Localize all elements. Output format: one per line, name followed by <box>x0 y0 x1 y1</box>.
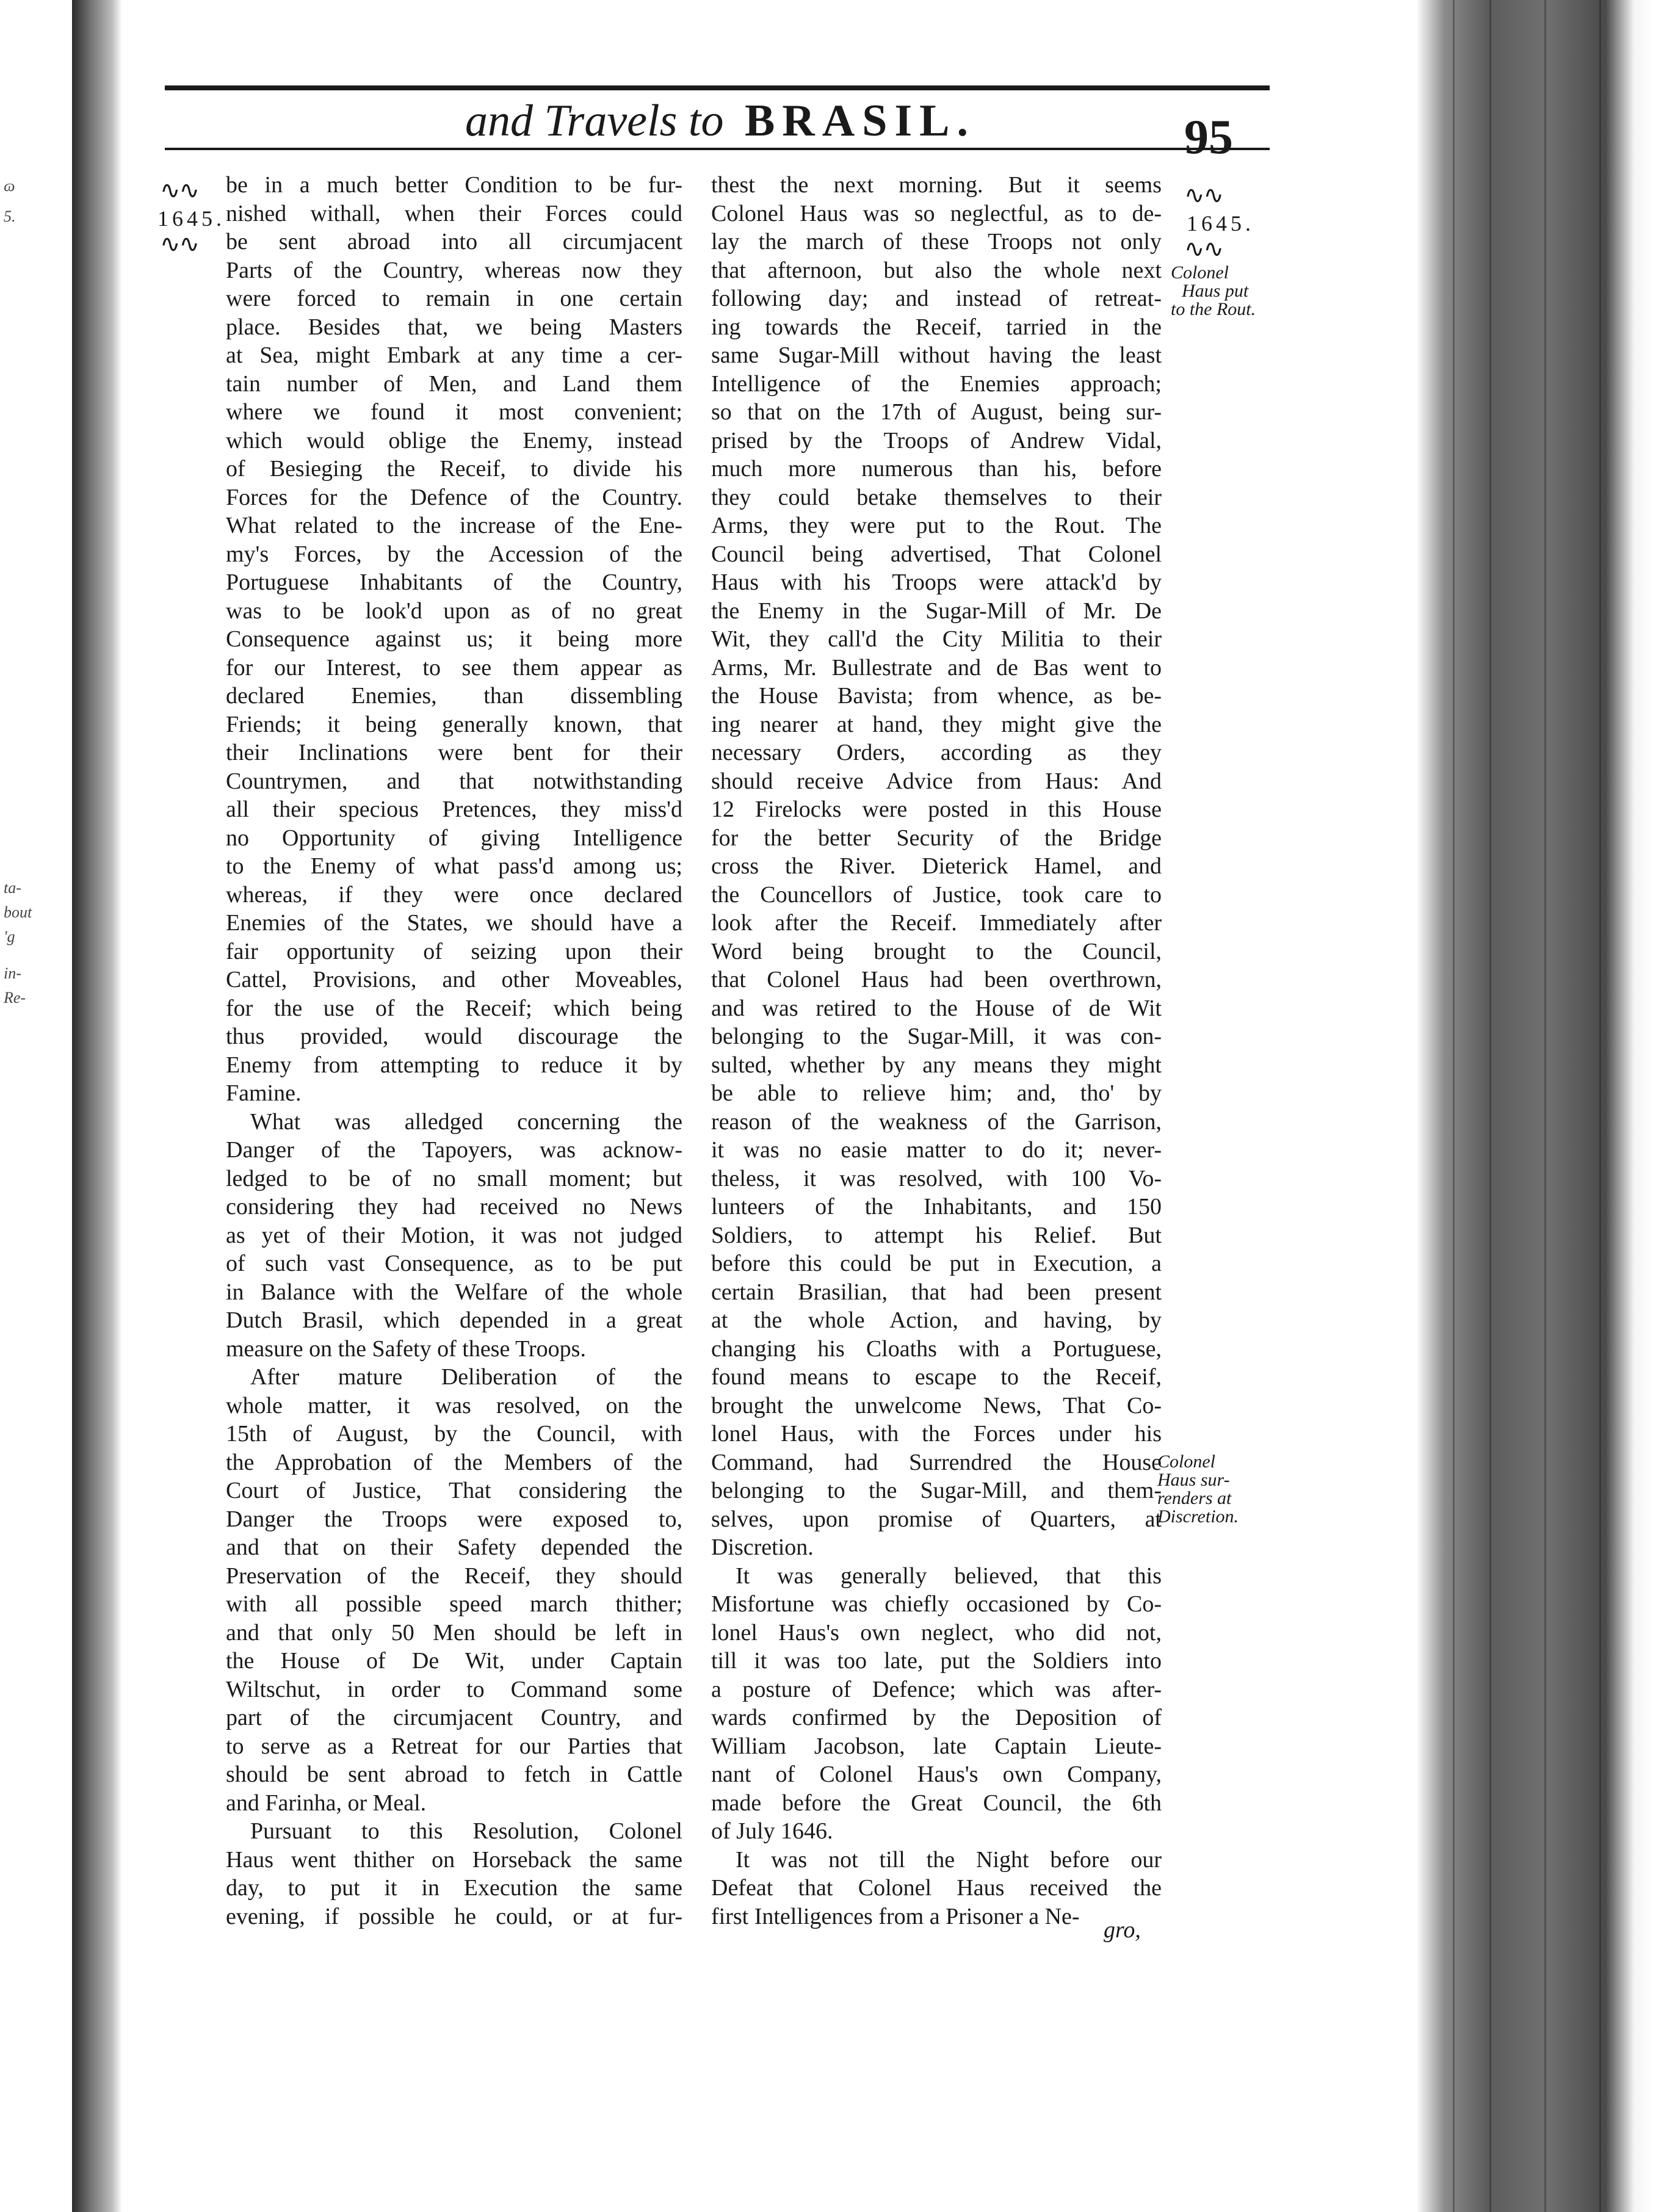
right-text-column <box>711 171 1162 1931</box>
text-line: same Sugar-Mill without having the least <box>711 342 1162 368</box>
text-line: lonel Haus, with the Forces under his <box>711 1421 1162 1447</box>
running-head-caps: BRASIL. <box>744 96 976 146</box>
text-line: changing his Cloaths with a Portuguese, <box>711 1336 1162 1362</box>
text-line: tain number of Men, and Land them <box>226 370 682 397</box>
page-edge-line <box>1599 0 1601 2212</box>
text-line: made before the Great Council, the 6th <box>711 1790 1162 1816</box>
text-line: which would oblige the Enemy, instead <box>226 427 682 454</box>
text-line: Forces for the Defence of the Country. <box>226 484 682 510</box>
text-line: at the whole Action, and having, by <box>711 1307 1162 1333</box>
page-edge-line <box>1489 0 1491 2212</box>
header-rule-top <box>165 85 1270 90</box>
text-line: selves, upon promise of Quarters, at <box>711 1506 1162 1532</box>
text-line: as yet of their Motion, it was not judged <box>226 1222 682 1248</box>
text-line: were forced to remain in one certain <box>226 286 682 311</box>
text-line: nant of Colonel Haus's own Company, <box>711 1762 1162 1787</box>
text-line: where we found it most convenient; <box>226 399 682 425</box>
text-line: Intelligence of the Enemies approach; <box>711 370 1162 397</box>
text-line: part of the circumjacent Country, and <box>226 1705 682 1730</box>
left-page-fragment: bout <box>4 903 32 921</box>
text-line: certain Brasilian, that had been present <box>711 1279 1162 1305</box>
text-line: ing nearer at hand, they might give the <box>711 711 1162 737</box>
text-line: declared Enemies, than dissembling <box>226 683 682 709</box>
text-line: first Intelligences from a Prisoner a Ne- <box>711 1903 1080 1929</box>
text-line: the Enemy in the Sugar-Mill of Mr. De <box>711 598 1162 624</box>
left-page-swash: ɷ <box>4 177 15 195</box>
running-head <box>421 90 1019 151</box>
left-text-column <box>226 171 682 1931</box>
left-page-edge <box>0 0 74 2212</box>
text-line: thest the next morning. But it seems <box>711 172 1162 198</box>
text-line: be sent abroad into all circumjacent <box>226 229 682 255</box>
text-line: Haus with his Troops were attack'd by <box>711 569 1162 595</box>
text-line: Command, had Surrendred the House <box>711 1449 1162 1475</box>
text-line: nished withall, when their Forces could <box>226 200 682 226</box>
text-line: reason of the weakness of the Garrison, <box>711 1108 1162 1135</box>
text-line: Wit, they call'd the City Militia to their <box>711 626 1162 652</box>
text-line: to serve as a Retreat for our Parties that <box>226 1733 682 1759</box>
text-line: should be sent abroad to fetch in Cattle <box>226 1762 682 1787</box>
text-line: Colonel Haus was so neglectful, as to de- <box>711 200 1162 226</box>
text-line: Council being advertised, That Colonel <box>711 541 1162 567</box>
text-line: What related to the increase of the Ene- <box>226 513 682 538</box>
text-line: and that only 50 Men should be left in <box>226 1619 682 1646</box>
text-line: theless, it was resolved, with 100 Vo- <box>711 1165 1162 1191</box>
text-line: thus provided, would discourage the <box>226 1024 682 1049</box>
header-rule-bottom <box>165 148 1270 150</box>
page-edge-stack <box>1416 0 1653 2212</box>
text-line: the House Bavista; from whence, as be- <box>711 683 1162 709</box>
margin-note-line: to the Rout. <box>1171 299 1256 319</box>
text-line: fair opportunity of seizing upon their <box>226 938 682 964</box>
text-line: belonging to the Sugar-Mill, and them- <box>711 1478 1162 1503</box>
text-line: prised by the Troops of Andrew Vidal, <box>711 427 1162 454</box>
text-line: Consequence against us; it being more <box>226 626 682 652</box>
text-line: following day; and instead of retreat- <box>711 286 1162 311</box>
margin-swash-bottom-right: ∿∿ <box>1184 235 1223 262</box>
text-line: much more numerous than his, before <box>711 456 1162 482</box>
text-line: evening, if possible he could, or at fur- <box>226 1903 682 1929</box>
text-line: What was alledged concerning the <box>250 1108 682 1135</box>
text-line: William Jacobson, late Captain Lieute- <box>711 1733 1162 1759</box>
text-line: day, to put it in Execution the same <box>226 1875 682 1901</box>
text-line: lay the march of these Troops not only <box>711 229 1162 255</box>
text-line: with all possible speed march thither; <box>226 1591 682 1617</box>
text-line: sulted, whether by any means they might <box>711 1052 1162 1078</box>
catchword: gro, <box>1104 1917 1141 1943</box>
text-line: it was no easie matter to do it; never- <box>711 1137 1162 1163</box>
margin-note-line: Colonel <box>1171 262 1229 283</box>
text-line: for the use of the Receif; which being <box>226 995 682 1021</box>
text-line: till it was too late, put the Soldiers into <box>711 1648 1162 1674</box>
text-line: that afternoon, but also the whole next <box>711 257 1162 283</box>
text-line: It was not till the Night before our <box>736 1846 1162 1873</box>
text-line: look after the Receif. Immediately after <box>711 910 1162 936</box>
running-head-italic: and Travels to <box>465 96 724 146</box>
text-line: the House of De Wit, under Captain <box>226 1648 682 1674</box>
text-line: my's Forces, by the Accession of the <box>226 541 682 567</box>
text-line: Haus went thither on Horseback the same <box>226 1846 682 1873</box>
text-line: whereas, if they were once declared <box>226 881 682 908</box>
text-line: ledged to be of no small moment; but <box>226 1165 682 1191</box>
text-line: After mature Deliberation of the <box>250 1364 682 1390</box>
text-line: so that on the 17th of August, being sur- <box>711 399 1162 425</box>
text-line: for our Interest, to see them appear as <box>226 654 682 681</box>
text-line: Arms, they were put to the Rout. The <box>711 513 1162 538</box>
text-line: belonging to the Sugar-Mill, it was con- <box>711 1024 1162 1049</box>
text-line: in Balance with the Welfare of the whole <box>226 1279 682 1305</box>
text-line: 15th of August, by the Council, with <box>226 1421 682 1447</box>
margin-swash-top-right: ∿∿ <box>1184 181 1223 209</box>
margin-year-left: 1645. <box>157 206 225 231</box>
text-line: no Opportunity of giving Intelligence <box>226 825 682 851</box>
text-line: a posture of Defence; which was after- <box>711 1676 1162 1702</box>
text-line: Friends; it being generally known, that <box>226 711 682 737</box>
text-line: Enemy from attempting to reduce it by <box>226 1052 682 1078</box>
text-line: for the better Security of the Bridge <box>711 825 1162 851</box>
text-line: was to be look'd upon as of no great <box>226 598 682 624</box>
text-line: Portuguese Inhabitants of the Country, <box>226 569 682 595</box>
left-page-swash: 5. <box>4 208 16 225</box>
text-line: place. Besides that, we being Masters <box>226 314 682 340</box>
text-line: that Colonel Haus had been overthrown, <box>711 967 1162 992</box>
text-line: of July 1646. <box>711 1818 833 1844</box>
text-line: measure on the Safety of these Troops. <box>226 1336 586 1362</box>
text-line: Countrymen, and that notwithstanding <box>226 768 682 794</box>
text-line: wards confirmed by the Deposition of <box>711 1705 1162 1730</box>
text-line: It was generally believed, that this <box>736 1563 1162 1589</box>
text-line: Famine. <box>226 1080 302 1106</box>
text-line: 12 Firelocks were posted in this House <box>711 797 1162 822</box>
text-line: before this could be put in Execution, a <box>711 1251 1162 1276</box>
page-number: 95 <box>1184 110 1233 164</box>
text-line: Dutch Brasil, which depended in a great <box>226 1307 682 1333</box>
margin-note-surrenders <box>1157 1453 1239 1526</box>
text-line: Defeat that Colonel Haus received the <box>711 1875 1162 1901</box>
text-line: they could betake themselves to their <box>711 484 1162 510</box>
text-line: Word being brought to the Council, <box>711 938 1162 964</box>
text-line: found means to escape to the Receif, <box>711 1364 1162 1390</box>
text-line: of such vast Consequence, as to be put <box>226 1251 682 1276</box>
text-line: Discretion. <box>711 1534 814 1560</box>
text-line: all their specious Pretences, they miss'd <box>226 797 682 822</box>
text-line: whole matter, it was resolved, on the <box>226 1392 682 1419</box>
text-line: Arms, Mr. Bullestrate and de Bas went to <box>711 654 1162 681</box>
margin-swash-bottom-left: ∿∿ <box>160 230 199 258</box>
text-line: of Besieging the Receif, to divide his <box>226 456 682 482</box>
text-line: Court of Justice, That considering the <box>226 1478 682 1503</box>
text-line: lunteers of the Inhabitants, and 150 <box>711 1194 1162 1220</box>
text-line: lonel Haus's own neglect, who did not, <box>711 1619 1162 1646</box>
text-line: Wiltschut, in order to Command some <box>226 1676 682 1702</box>
margin-note-put-to-rout <box>1171 264 1256 319</box>
text-line: Pursuant to this Resolution, Colonel <box>250 1818 682 1844</box>
text-line: Danger the Troops were exposed to, <box>226 1506 682 1532</box>
text-line: be in a much better Condition to be fur- <box>226 172 682 198</box>
left-page-fragment: 'g <box>4 928 15 945</box>
margin-year-right: 1645. <box>1187 211 1254 236</box>
text-line: cross the River. Dieterick Hamel, and <box>711 853 1162 879</box>
text-line: Enemies of the States, we should have a <box>226 910 682 936</box>
text-line: necessary Orders, according as they <box>711 740 1162 765</box>
text-line: Soldiers, to attempt his Relief. But <box>711 1222 1162 1248</box>
text-line: brought the unwelcome News, That Co- <box>711 1392 1162 1419</box>
text-line: ing towards the Receif, tarried in the <box>711 314 1162 340</box>
book-gutter <box>72 0 122 2212</box>
margin-note-line: Colonel <box>1157 1451 1215 1472</box>
text-line: the Councellors of Justice, took care to <box>711 881 1162 908</box>
text-line: Preservation of the Receif, they should <box>226 1563 682 1589</box>
margin-note-line: Haus sur- <box>1157 1470 1230 1490</box>
left-page-fragment: Re- <box>4 989 26 1007</box>
text-line: to the Enemy of what pass'd among us; <box>226 853 682 879</box>
text-line: Cattel, Provisions, and other Moveables, <box>226 967 682 992</box>
text-line: and that on their Safety depended the <box>226 1534 682 1560</box>
page-edge-line <box>1544 0 1546 2212</box>
text-line: and Farinha, or Meal. <box>226 1790 427 1816</box>
text-line: Misfortune was chiefly occasioned by Co- <box>711 1591 1162 1617</box>
text-line: Parts of the Country, whereas now they <box>226 257 682 283</box>
text-line: considering they had received no News <box>226 1194 682 1220</box>
page-edge-line <box>1453 0 1455 2212</box>
text-line: should receive Advice from Haus: And <box>711 768 1162 794</box>
margin-swash-top-left: ∿∿ <box>160 176 199 204</box>
text-line: and was retired to the House of de Wit <box>711 995 1162 1021</box>
text-line: at Sea, might Embark at any time a cer- <box>226 342 682 368</box>
margin-note-line: Discretion. <box>1157 1506 1239 1527</box>
left-page-fragment: ta- <box>4 879 21 897</box>
margin-note-line: renders at <box>1157 1488 1232 1508</box>
text-line: Danger of the Tapoyers, was acknow- <box>226 1137 682 1163</box>
text-line: be able to relieve him; and, tho' by <box>711 1080 1162 1106</box>
left-page-fragment: in- <box>4 964 21 982</box>
text-line: their Inclinations were bent for their <box>226 740 682 765</box>
text-line: the Approbation of the Members of the <box>226 1449 682 1475</box>
margin-note-line: Haus put <box>1182 281 1249 301</box>
